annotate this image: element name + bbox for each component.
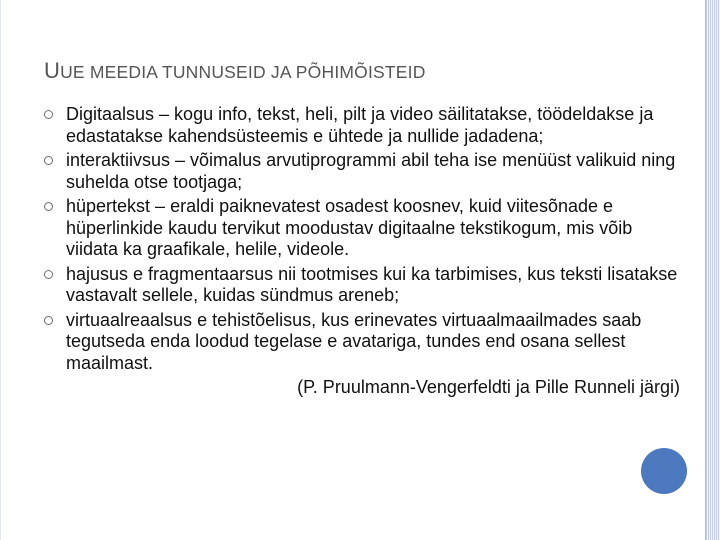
hollow-circle-bullet-icon (44, 156, 53, 165)
hollow-circle-bullet-icon (44, 202, 53, 211)
right-border-decoration (706, 0, 720, 540)
list-item (44, 196, 684, 261)
hollow-circle-bullet-icon (44, 110, 53, 119)
list-item-text: Digitaalsus – kogu info, tekst, heli, pilt ja video säilitatakse, töödeldakse ja edastatakse kahendsüsteemis e ühtede ja nullide jadadena; (66, 104, 654, 146)
list-item (44, 104, 684, 147)
list-item-text: hajusus e fragmentaarsus nii tootmises kui ka tarbimises, kus teksti lisatakse vastavalt sellele, kuidas sündmus areneb; (66, 263, 678, 305)
list-item-text: hüpertekst – eraldi paiknevatest osadest koosnev, kuid viitesõnade e hüperlinkide kaudu tervikut moodustav digitaalne tekstikogum, mis võib viidata ka graafikale, helile, videole. (66, 196, 633, 259)
left-rule (0, 0, 1, 540)
hollow-circle-bullet-icon (44, 316, 53, 325)
list-item (44, 264, 684, 307)
slide-title (44, 58, 426, 84)
list-item (44, 150, 684, 193)
blue-circle-ornament-icon (641, 448, 687, 494)
list-item-text: virtuaalreaalsus e tehistõelisus, kus erinevates virtuaalmaailmades saab tegutseda enda loodud tegelase e avatariga, tundes end osana sellest maailmast. (66, 309, 642, 373)
list-item-text: interaktiivsus – võimalus arvutiprogrammi abil teha ise menüüst valikuid ning suhelda otse tootjaga; (66, 150, 676, 192)
list-item (44, 310, 684, 375)
source-credit: (P. Pruulmann-Vengerfeldti ja Pille Runneli järgi) (297, 377, 680, 397)
slide-title-rest: UE MEEDIA TUNNUSEID JA PÕHIMÕISTEID (60, 62, 426, 82)
slide-title-first-letter: U (44, 58, 61, 83)
bullet-list (44, 104, 684, 399)
hollow-circle-bullet-icon (44, 270, 53, 279)
